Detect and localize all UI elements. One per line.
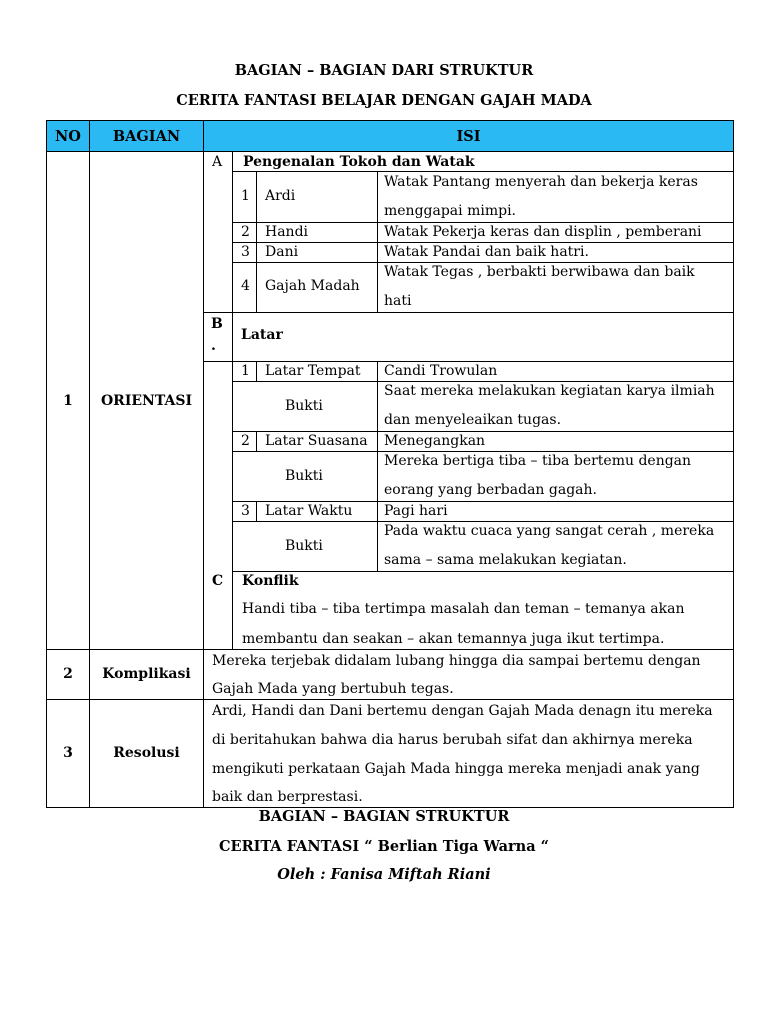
- row1-label: ORIENTASI: [100, 393, 193, 409]
- row3-bagian-cell: [89, 699, 204, 808]
- author-line: Oleh : Fanisa Miftah Riani: [277, 866, 491, 883]
- row3-label: Resolusi: [113, 745, 180, 761]
- section-c-heading: Konflik: [242, 573, 299, 589]
- divider: [256, 431, 257, 452]
- doc-subtitle: CERITA FANTASI BELAJAR DENGAN GAJAH MADA: [176, 92, 592, 109]
- doc-title-2: BAGIAN – BAGIAN STRUKTUR: [258, 808, 510, 825]
- konflik-text: Handi tiba – tiba tertimpa masalah dan teman – temanya akan: [242, 601, 685, 617]
- row1-bagian-cell: [89, 151, 204, 650]
- latar-value: Menegangkan: [384, 433, 486, 449]
- latar-name: Latar Suasana: [265, 433, 368, 449]
- latar-num: 2: [241, 433, 250, 449]
- row2-no: 2: [63, 666, 73, 682]
- tokoh-watak: hati: [384, 293, 412, 309]
- section-a-letter: A: [212, 154, 223, 170]
- divider: [256, 361, 257, 382]
- bukti-label: Bukti: [285, 398, 323, 414]
- tokoh-name: Gajah Madah: [265, 278, 360, 294]
- bukti-text: Pada waktu cuaca yang sangat cerah , mereka: [384, 523, 715, 539]
- tokoh-watak: Watak Pekerja keras dan displin , pemberani: [384, 224, 702, 240]
- section-b-heading: Latar: [241, 327, 283, 343]
- komplikasi-text: Gajah Mada yang bertubuh tegas.: [212, 681, 454, 697]
- divider: [256, 171, 257, 313]
- komplikasi-text: Mereka terjebak didalam lubang hingga dia sampai bertemu dengan: [212, 653, 701, 669]
- resolusi-text: di beritahukan bahwa dia harus berubah sifat dan akhirnya mereka: [212, 732, 693, 748]
- row3-no-cell: [46, 699, 90, 808]
- header-bagian: BAGIAN: [89, 120, 204, 152]
- bukti-text: Saat mereka melakukan kegiatan karya ilmiah: [384, 383, 715, 399]
- tokoh-watak: Watak Tegas , berbakti berwibawa dan baik: [384, 264, 695, 280]
- doc-title: BAGIAN – BAGIAN DARI STRUKTUR: [234, 62, 534, 79]
- latar-num: 3: [241, 503, 250, 519]
- bukti-text: dan menyeleaikan tugas.: [384, 412, 562, 428]
- section-c-letter: C: [212, 573, 224, 589]
- row3-isi-cell: [203, 699, 734, 808]
- header-no: NO: [46, 120, 90, 152]
- section-b-letter: B: [211, 316, 223, 332]
- tokoh-num: 3: [241, 244, 250, 260]
- latar-num: 1: [241, 363, 250, 379]
- row1-no: 1: [63, 393, 73, 409]
- tokoh-watak: menggapai mimpi.: [384, 203, 517, 219]
- divider: [256, 501, 257, 522]
- tokoh-watak: Watak Pandai dan baik hatri.: [384, 244, 589, 260]
- bukti-label: Bukti: [285, 468, 323, 484]
- bukti-text: Mereka bertiga tiba – tiba bertemu dengan: [384, 453, 692, 469]
- section-a-heading: Pengenalan Tokoh dan Watak: [243, 154, 475, 170]
- row3-no: 3: [63, 745, 73, 761]
- row2-no-cell: [46, 649, 90, 700]
- tokoh-num: 1: [241, 188, 250, 204]
- bukti-text: eorang yang berbadan gagah.: [384, 482, 597, 498]
- konflik-text: membantu dan seakan – akan temannya juga ikut tertimpa.: [242, 631, 665, 647]
- row2-label: Komplikasi: [102, 666, 191, 682]
- section-c-letter-cell: [204, 571, 233, 649]
- resolusi-text: baik dan berprestasi.: [212, 789, 363, 805]
- resolusi-text: Ardi, Handi dan Dani bertemu dengan Gajah Mada denagn itu mereka: [212, 703, 713, 719]
- tokoh-num: 4: [241, 278, 250, 294]
- row1-no-cell: [46, 151, 90, 650]
- row2-bagian-cell: [89, 649, 204, 700]
- section-b-letter-dot: .: [211, 338, 216, 354]
- divider: [377, 171, 378, 313]
- section-a-letter-cell: [204, 151, 233, 313]
- bukti-text: sama – sama melakukan kegiatan.: [384, 552, 627, 568]
- bukti-label: Bukti: [285, 538, 323, 554]
- tokoh-watak: Watak Pantang menyerah dan bekerja keras: [384, 174, 698, 190]
- doc-subtitle-2: CERITA FANTASI “ Berlian Tiga Warna “: [219, 838, 549, 855]
- tokoh-name: Dani: [265, 244, 299, 260]
- tokoh-num: 2: [241, 224, 250, 240]
- tokoh-name: Handi: [265, 224, 309, 240]
- latar-name: Latar Waktu: [265, 503, 353, 519]
- section-b-letter-cell: [204, 312, 233, 362]
- divider: [377, 361, 378, 572]
- section-b-blank-cell: [204, 361, 233, 571]
- resolusi-text: mengikuti perkataan Gajah Mada hingga mereka menjadi anak yang: [212, 761, 700, 777]
- latar-value: Pagi hari: [384, 503, 448, 519]
- section-b-heading-cell: [233, 312, 733, 362]
- latar-value: Candi Trowulan: [384, 363, 498, 379]
- row2-isi-cell: [203, 649, 734, 700]
- tokoh-name: Ardi: [265, 188, 296, 204]
- latar-name: Latar Tempat: [265, 363, 361, 379]
- header-isi: ISI: [203, 120, 734, 152]
